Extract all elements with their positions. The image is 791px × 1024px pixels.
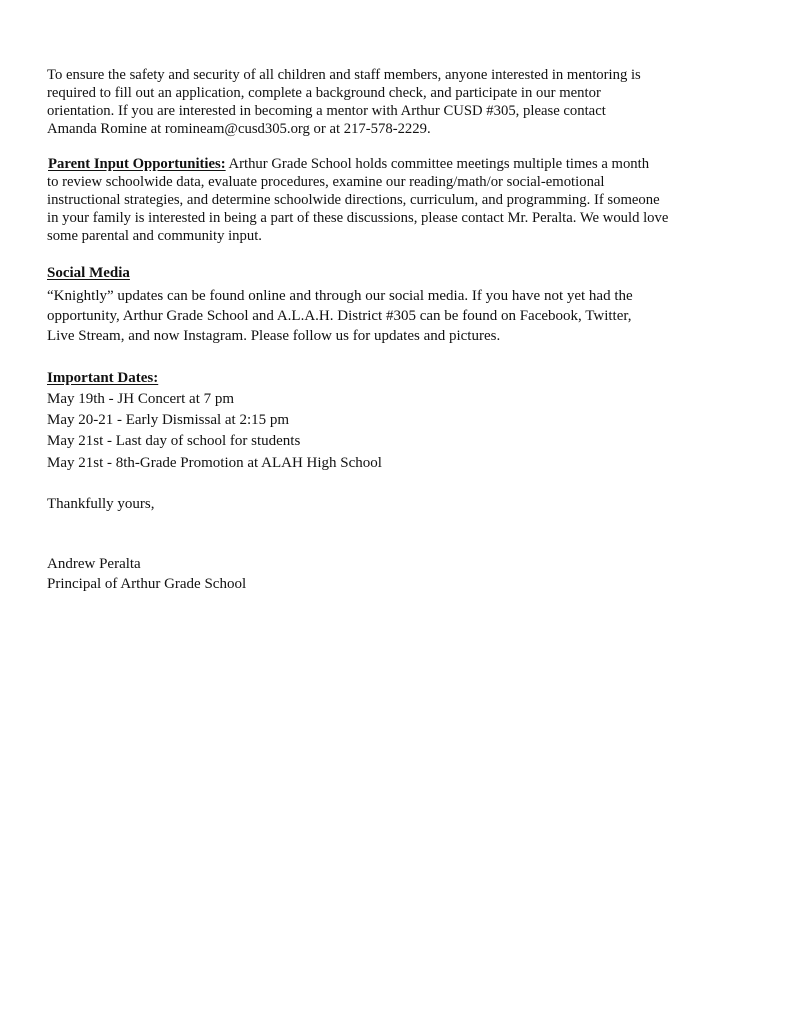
parent-input-line: in your family is interested in being a part of these discussions, please contact Mr. Peralta. We would love	[47, 210, 669, 226]
parent-input-first-line	[48, 155, 649, 173]
signatory-title: Principal of Arthur Grade School	[47, 576, 247, 592]
parent-input-line: to review schoolwide data, evaluate procedures, examine our reading/math/or social-emotional	[47, 174, 605, 190]
parent-input-first-line-text: Arthur Grade School holds committee meetings multiple times a month	[225, 156, 650, 172]
mentoring-line: orientation. If you are interested in becoming a mentor with Arthur CUSD #305, please contact	[47, 103, 606, 119]
parent-input-line: instructional strategies, and determine schoolwide directions, curriculum, and programming. If someone	[47, 192, 660, 208]
important-date-item: May 19th - JH Concert at 7 pm	[47, 391, 235, 407]
closing-salutation: Thankfully yours,	[47, 496, 155, 512]
social-media-line: “Knightly” updates can be found online and through our social media. If you have not yet had the	[47, 288, 633, 304]
parent-input-heading: Parent Input Opportunities:	[48, 156, 226, 172]
social-media-line: Live Stream, and now Instagram. Please follow us for updates and pictures.	[47, 328, 501, 344]
important-date-item: May 21st - Last day of school for students	[47, 433, 301, 449]
social-media-heading: Social Media	[47, 265, 130, 281]
important-date-item: May 20-21 - Early Dismissal at 2:15 pm	[47, 412, 290, 428]
signatory-name: Andrew Peralta	[47, 556, 141, 572]
important-dates-heading: Important Dates:	[47, 370, 159, 386]
mentoring-line: required to fill out an application, complete a background check, and participate in our mentor	[47, 85, 601, 101]
parent-input-line: some parental and community input.	[47, 228, 262, 244]
social-media-line: opportunity, Arthur Grade School and A.L.A.H. District #305 can be found on Facebook, Twitter,	[47, 308, 632, 324]
mentoring-line: To ensure the safety and security of all children and staff members, anyone interested in mentoring is	[47, 67, 641, 83]
mentoring-line: Amanda Romine at romineam@cusd305.org or at 217-578-2229.	[47, 121, 431, 137]
important-date-item: May 21st - 8th-Grade Promotion at ALAH High School	[47, 455, 382, 471]
